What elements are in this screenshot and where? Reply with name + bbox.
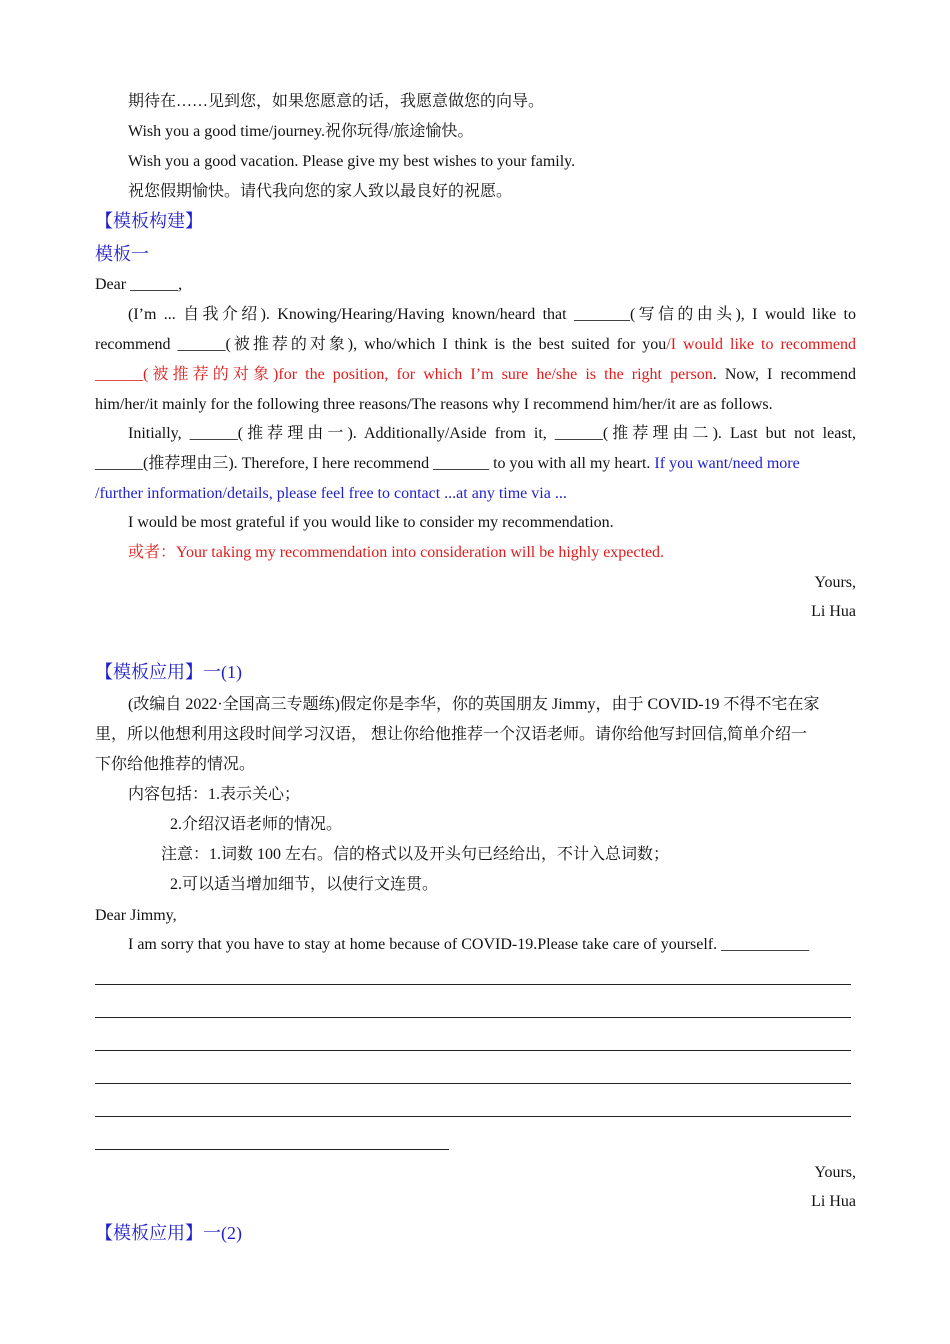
template-p1-line3-red: ______(被推荐的对象)for the position, for which I’m sure he/she is the right person [95,366,713,383]
application-1-signature: Li Hua [811,1193,856,1210]
template-subheading: 模板一 [95,244,149,264]
application-1-content-label: 内容包括：1.表示关心； [128,786,301,803]
template-p1-line3-black: . Now, I recommend [712,366,856,383]
application-1-task-line2: 里，所以他想利用这段时间学习汉语， 想让你给他推荐一个汉语老师。请你给他写封回信,简单介绍一 [95,726,808,743]
application-1-note-item2: 2.可以适当增加细节，以使行文连贯。 [170,876,439,893]
template-alt-line: 或者：Your taking my recommendation into consideration will be highly expected. [128,544,665,561]
intro-line-1: 期待在……见到您，如果您愿意的话，我愿意做您的向导。 [128,93,545,110]
template-heading: 【模板构建】 [95,211,203,231]
application-2-heading: 【模板应用】一(2) [95,1223,242,1243]
template-greeting: Dear ______, [95,276,183,293]
application-1-task-line3: 下你给他推荐的情况。 [95,756,256,773]
template-p1-line4: him/her/it mainly for the following three reasons/The reasons why I recommend him/her/it are as follows. [95,396,773,413]
answer-line-5[interactable] [95,1116,851,1117]
answer-line-3[interactable] [95,1050,851,1051]
application-1-content-item2: 2.介绍汉语老师的情况。 [170,816,343,833]
template-p2-line2-black: ______(推荐理由三). Therefore, I here recommend _______ to you with all my heart. [95,455,655,472]
template-p1-line1: (I’m ... 自我介绍). Knowing/Hearing/Having known/heard that _______(写信的由头), I would like to [128,306,856,323]
template-p2-line2 [95,454,856,474]
template-signature: Li Hua [811,603,856,620]
template-p1-line2-red: /I would like to recommend [666,336,856,353]
template-closing: Yours, [814,574,856,591]
application-1-closing: Yours, [814,1164,856,1181]
intro-line-2: Wish you a good time/journey.祝你玩得/旅途愉快。 [128,123,474,140]
intro-line-3: Wish you a good vacation. Please give my best wishes to your family. [128,153,576,170]
application-1-heading: 【模板应用】一(1) [95,662,242,682]
answer-line-6[interactable] [95,1149,449,1150]
template-p2-line2-blue: If you want/need more [654,455,800,472]
template-p2-line1: Initially, ______(推荐理由一). Additionally/Aside from it, ______(推荐理由二). Last but not least, [128,425,856,442]
application-1-opening: I am sorry that you have to stay at home because of COVID-19.Please take care of yourself. ___________ [128,936,810,953]
template-p3: I would be most grateful if you would like to consider my recommendation. [128,514,614,531]
answer-line-2[interactable] [95,1017,851,1018]
template-p1-line3 [95,365,856,385]
template-p1-line2 [95,335,856,355]
application-1-note-label: 注意：1.词数 100 左右。信的格式以及开头句已经给出，不计入总词数； [161,846,670,863]
template-p1-line2-black: recommend ______(被推荐的对象), who/which I think is the best suited for you [95,336,667,353]
application-1-task-line1: (改编自 2022·全国高三专题练)假定你是李华，你的英国朋友 Jimmy，由于 COVID-19 不得不宅在家 [128,696,820,713]
template-p2-line3: /further information/details, please feel free to contact ...at any time via ... [95,485,567,502]
application-1-greeting: Dear Jimmy, [95,907,177,924]
answer-line-1[interactable] [95,984,851,985]
intro-line-4: 祝您假期愉快。请代我向您的家人致以最良好的祝愿。 [128,183,513,200]
answer-line-4[interactable] [95,1083,851,1084]
